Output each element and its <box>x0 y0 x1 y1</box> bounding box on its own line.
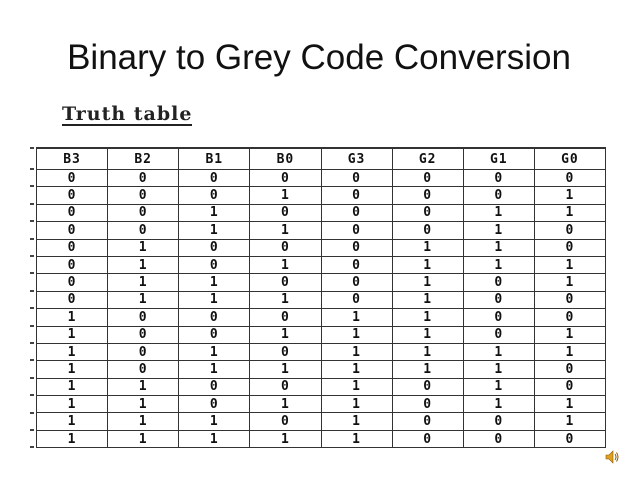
table-cell: 0 <box>463 309 534 326</box>
table-row <box>37 274 606 291</box>
table-cell: 1 <box>179 222 250 239</box>
row-tick <box>30 203 34 205</box>
table-cell: 0 <box>321 204 392 221</box>
column-header-b3: B3 <box>37 148 108 170</box>
table-cell: 0 <box>463 413 534 430</box>
table-cell: 0 <box>37 170 108 187</box>
table-cell: 1 <box>250 187 321 204</box>
table-cell: 1 <box>37 430 108 447</box>
table-cell: 1 <box>534 204 605 221</box>
table-cell: 1 <box>392 343 463 360</box>
table-cell: 0 <box>179 256 250 273</box>
table-cell: 1 <box>392 256 463 273</box>
table-cell: 0 <box>463 326 534 343</box>
table-cell: 1 <box>534 326 605 343</box>
table-cell: 1 <box>108 274 179 291</box>
table-cell: 0 <box>179 326 250 343</box>
table-cell: 1 <box>37 326 108 343</box>
table-row <box>37 361 606 378</box>
table-cell: 1 <box>392 309 463 326</box>
table-cell: 0 <box>534 309 605 326</box>
table-cell: 0 <box>534 170 605 187</box>
table-cell: 0 <box>534 222 605 239</box>
column-header-b1: B1 <box>179 148 250 170</box>
table-cell: 0 <box>108 187 179 204</box>
table-cell: 0 <box>392 378 463 395</box>
table-cell: 1 <box>179 291 250 308</box>
table-cell: 0 <box>392 204 463 221</box>
table-cell: 0 <box>321 170 392 187</box>
row-tick <box>30 147 34 149</box>
table-cell: 0 <box>392 222 463 239</box>
table-row <box>37 239 606 256</box>
table-cell: 1 <box>534 256 605 273</box>
table-cell: 1 <box>463 222 534 239</box>
table-cell: 1 <box>108 413 179 430</box>
row-tick <box>30 272 34 274</box>
table-row <box>37 222 606 239</box>
table-cell: 1 <box>108 291 179 308</box>
row-tick <box>30 290 34 292</box>
table-cell: 0 <box>37 187 108 204</box>
table-cell: 0 <box>179 378 250 395</box>
table-cell: 0 <box>37 291 108 308</box>
table-row <box>37 326 606 343</box>
table-cell: 1 <box>392 326 463 343</box>
table-cell: 1 <box>463 343 534 360</box>
table-cell: 0 <box>250 204 321 221</box>
table-cell: 1 <box>250 430 321 447</box>
row-tick <box>30 255 34 257</box>
table-cell: 0 <box>250 413 321 430</box>
truth-table <box>36 147 606 448</box>
table-cell: 0 <box>321 222 392 239</box>
table-cell: 0 <box>108 170 179 187</box>
table-row <box>37 187 606 204</box>
table-row <box>37 343 606 360</box>
slide-title: Binary to Grey Code Conversion <box>67 38 571 77</box>
table-cell: 0 <box>534 430 605 447</box>
table-cell: 0 <box>321 291 392 308</box>
table-cell: 1 <box>250 222 321 239</box>
table-cell: 1 <box>250 291 321 308</box>
table-cell: 1 <box>392 291 463 308</box>
table-cell: 1 <box>179 361 250 378</box>
table-cell: 1 <box>463 204 534 221</box>
table-row <box>37 309 606 326</box>
table-cell: 0 <box>108 361 179 378</box>
row-tick <box>30 325 34 327</box>
row-tick <box>30 446 34 448</box>
table-cell: 1 <box>37 309 108 326</box>
table-cell: 0 <box>392 170 463 187</box>
table-cell: 1 <box>37 343 108 360</box>
speaker-icon[interactable] <box>604 449 620 465</box>
table-cell: 1 <box>392 239 463 256</box>
table-cell: 1 <box>179 274 250 291</box>
table-row <box>37 378 606 395</box>
table-cell: 1 <box>179 413 250 430</box>
table-row <box>37 291 606 308</box>
table-cell: 1 <box>37 396 108 413</box>
table-cell: 1 <box>463 256 534 273</box>
row-tick <box>30 394 34 396</box>
table-cell: 1 <box>321 309 392 326</box>
column-header-g1: G1 <box>463 148 534 170</box>
table-cell: 0 <box>37 274 108 291</box>
table-cell: 1 <box>321 413 392 430</box>
table-cell: 1 <box>250 361 321 378</box>
table-cell: 1 <box>534 187 605 204</box>
table-row <box>37 170 606 187</box>
table-cell: 0 <box>534 239 605 256</box>
table-cell: 0 <box>108 222 179 239</box>
table-cell: 0 <box>321 274 392 291</box>
table-row <box>37 396 606 413</box>
table-cell: 1 <box>108 378 179 395</box>
table-cell: 1 <box>463 239 534 256</box>
table-cell: 0 <box>321 256 392 273</box>
table-cell: 0 <box>534 378 605 395</box>
table-cell: 0 <box>37 204 108 221</box>
row-tick <box>30 412 34 414</box>
table-cell: 0 <box>37 239 108 256</box>
table-cell: 1 <box>250 326 321 343</box>
table-cell: 1 <box>321 343 392 360</box>
table-row <box>37 256 606 273</box>
table-cell: 0 <box>37 222 108 239</box>
row-tick <box>30 342 34 344</box>
table-cell: 1 <box>534 413 605 430</box>
table-cell: 1 <box>179 343 250 360</box>
row-tick <box>30 307 34 309</box>
row-tick <box>30 359 34 361</box>
truth-table-label: Truth table <box>62 103 193 125</box>
table-row <box>37 430 606 447</box>
row-tick <box>30 377 34 379</box>
table-cell: 0 <box>463 430 534 447</box>
table-cell: 1 <box>37 361 108 378</box>
table-cell: 1 <box>321 396 392 413</box>
table-cell: 1 <box>108 256 179 273</box>
column-header-g0: G0 <box>534 148 605 170</box>
table-cell: 0 <box>534 291 605 308</box>
table-cell: 1 <box>534 396 605 413</box>
table-cell: 0 <box>250 378 321 395</box>
table-cell: 1 <box>321 430 392 447</box>
table-cell: 1 <box>321 378 392 395</box>
table-cell: 0 <box>250 343 321 360</box>
table-cell: 0 <box>108 309 179 326</box>
table-cell: 1 <box>179 430 250 447</box>
table-cell: 0 <box>250 170 321 187</box>
table-cell: 0 <box>321 187 392 204</box>
table-cell: 0 <box>463 291 534 308</box>
table-header-row <box>37 148 606 170</box>
table-cell: 1 <box>37 378 108 395</box>
table-cell: 1 <box>250 396 321 413</box>
table-cell: 0 <box>250 309 321 326</box>
table-cell: 0 <box>463 170 534 187</box>
table-cell: 0 <box>179 170 250 187</box>
table-cell: 1 <box>321 326 392 343</box>
column-header-g2: G2 <box>392 148 463 170</box>
row-tick <box>30 185 34 187</box>
table-cell: 0 <box>108 326 179 343</box>
table-cell: 0 <box>321 239 392 256</box>
column-header-g3: G3 <box>321 148 392 170</box>
table-cell: 0 <box>179 309 250 326</box>
table-row <box>37 204 606 221</box>
row-tick <box>30 238 34 240</box>
table-cell: 1 <box>463 396 534 413</box>
row-tick <box>30 429 34 431</box>
table-cell: 1 <box>392 274 463 291</box>
table-cell: 1 <box>321 361 392 378</box>
table-cell: 0 <box>392 430 463 447</box>
table-cell: 0 <box>108 343 179 360</box>
table-cell: 0 <box>392 413 463 430</box>
table-cell: 0 <box>179 187 250 204</box>
table-cell: 0 <box>108 204 179 221</box>
table-cell: 0 <box>250 239 321 256</box>
table-cell: 0 <box>463 187 534 204</box>
row-markers <box>30 147 34 447</box>
row-tick <box>30 168 34 170</box>
table-body <box>37 170 606 448</box>
table-cell: 1 <box>463 378 534 395</box>
table-cell: 0 <box>179 239 250 256</box>
column-header-b2: B2 <box>108 148 179 170</box>
row-tick <box>30 220 34 222</box>
table-cell: 1 <box>463 361 534 378</box>
table-cell: 1 <box>392 361 463 378</box>
table-cell: 1 <box>108 396 179 413</box>
table-cell: 1 <box>534 343 605 360</box>
table-cell: 1 <box>250 256 321 273</box>
table-row <box>37 413 606 430</box>
column-header-b0: B0 <box>250 148 321 170</box>
table-cell: 0 <box>392 396 463 413</box>
table-cell: 1 <box>179 204 250 221</box>
table-cell: 0 <box>37 256 108 273</box>
table-cell: 0 <box>250 274 321 291</box>
table-cell: 0 <box>392 187 463 204</box>
table-cell: 0 <box>534 361 605 378</box>
table-cell: 1 <box>108 239 179 256</box>
table-cell: 0 <box>179 396 250 413</box>
table-cell: 1 <box>37 413 108 430</box>
table-cell: 1 <box>534 274 605 291</box>
table-cell: 0 <box>463 274 534 291</box>
table-cell: 1 <box>108 430 179 447</box>
